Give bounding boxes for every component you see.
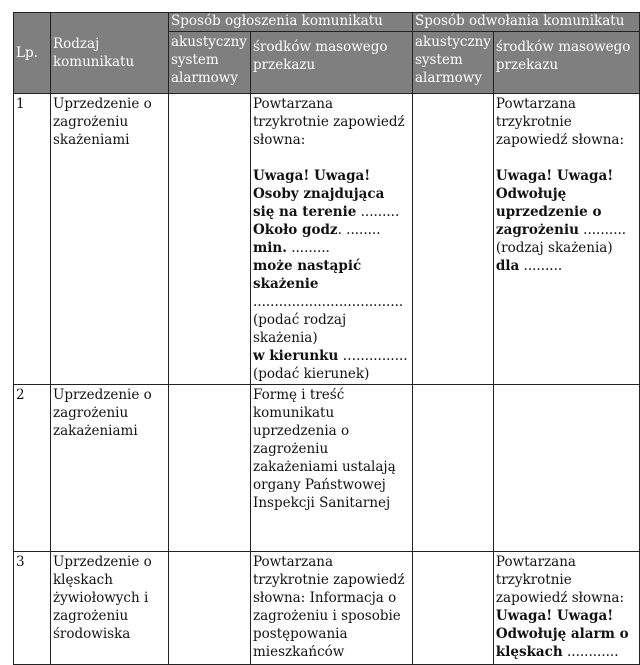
header-akustyczny-ogloszenie: akustyczny system alarmowy [169,32,251,94]
intro-text: Powtarzana trzykrotnie zapowiedź słowna: [495,554,625,606]
note-text: (podać kierunek) [253,366,370,382]
bold-text: Uwaga! Uwaga! Odwołuję alarm o klęskach [495,608,629,660]
bold-text: może nastąpić skażenie [253,258,362,292]
header-srodkow-odwolanie: środków masowego przekazu [493,32,639,94]
dots-text: ......... [519,258,563,274]
cell-lp: 2 [14,385,51,552]
dots-text: ............ [562,644,619,660]
cell-ogl-srodki: Formę i treść komunikatu uprzedzenia o zagrożeniu zakażeniami ustalają organy Państwowej Inspekcji Sanitarnej [251,385,413,552]
cell-ogl-akustyczny [169,385,251,552]
table-row [14,385,640,552]
header-sposob-ogloszenia: Sposób ogłoszenia komunikatu [169,13,413,32]
intro-text: Powtarzana trzykrotnie zapowiedź słowna: [253,96,405,148]
dots-text: ................................... [253,294,404,310]
dots-text: ......... [356,204,400,220]
dots-text: .......... [578,222,627,238]
cell-odw-akustyczny [413,552,494,665]
cell-odw-akustyczny [413,385,494,552]
cell-ogl-srodki [251,94,413,385]
dots-text: ......... [286,240,330,256]
bold-text: Uwaga! Uwaga! Odwołuję uprzedzenie o zagrożeniu [495,168,614,238]
cell-odw-srodki [493,385,639,552]
header-sposob-odwolania: Sposób odwołania komunikatu [413,13,640,32]
cell-rodzaj: Uprzedzenie o zagrożeniu skażeniami [51,94,169,385]
cell-lp: 1 [14,94,51,385]
bold-text: dla [495,258,520,274]
table-row [14,552,640,665]
table-row [14,94,640,385]
dots-text: …............ [338,348,408,364]
cell-odw-akustyczny [413,94,494,385]
intro-text: Powtarzana trzykrotnie zapowiedź słowna: [495,96,625,148]
cell-ogl-akustyczny [169,94,251,385]
bold-text: Uwaga! Uwaga! Osoby znajdująca się na terenie [253,168,385,220]
cell-odw-srodki [493,552,639,665]
bold-text: w kierunku [253,348,339,364]
cell-odw-srodki [493,94,639,385]
header-srodkow-ogloszenie: środków masowego przekazu [251,32,413,94]
header-akustyczny-odwolanie: akustyczny system alarmowy [413,32,494,94]
bold-text: Około godz [253,222,338,238]
dots-text: . ........ [337,222,381,238]
cell-ogl-srodki: Powtarzana trzykrotnie zapowiedź słowna: Informacja o zagrożeniu i sposobie postępowania mieszkańców [251,552,413,665]
note-text: (rodzaj skażenia) [495,240,613,256]
header-lp: Lp. [14,13,51,94]
bold-text: min. [253,240,287,256]
cell-rodzaj: Uprzedzenie o klęskach żywiołowych i zagrożeniu środowiska [51,552,169,665]
alert-messages-table [13,12,640,665]
cell-lp: 3 [14,552,51,665]
cell-ogl-akustyczny [169,552,251,665]
note-text: (podać rodzaj skażenia) [253,312,347,346]
cell-rodzaj: Uprzedzenie o zagrożeniu zakażeniami [51,385,169,552]
header-rodzaj: Rodzaj komunikatu [51,13,169,94]
